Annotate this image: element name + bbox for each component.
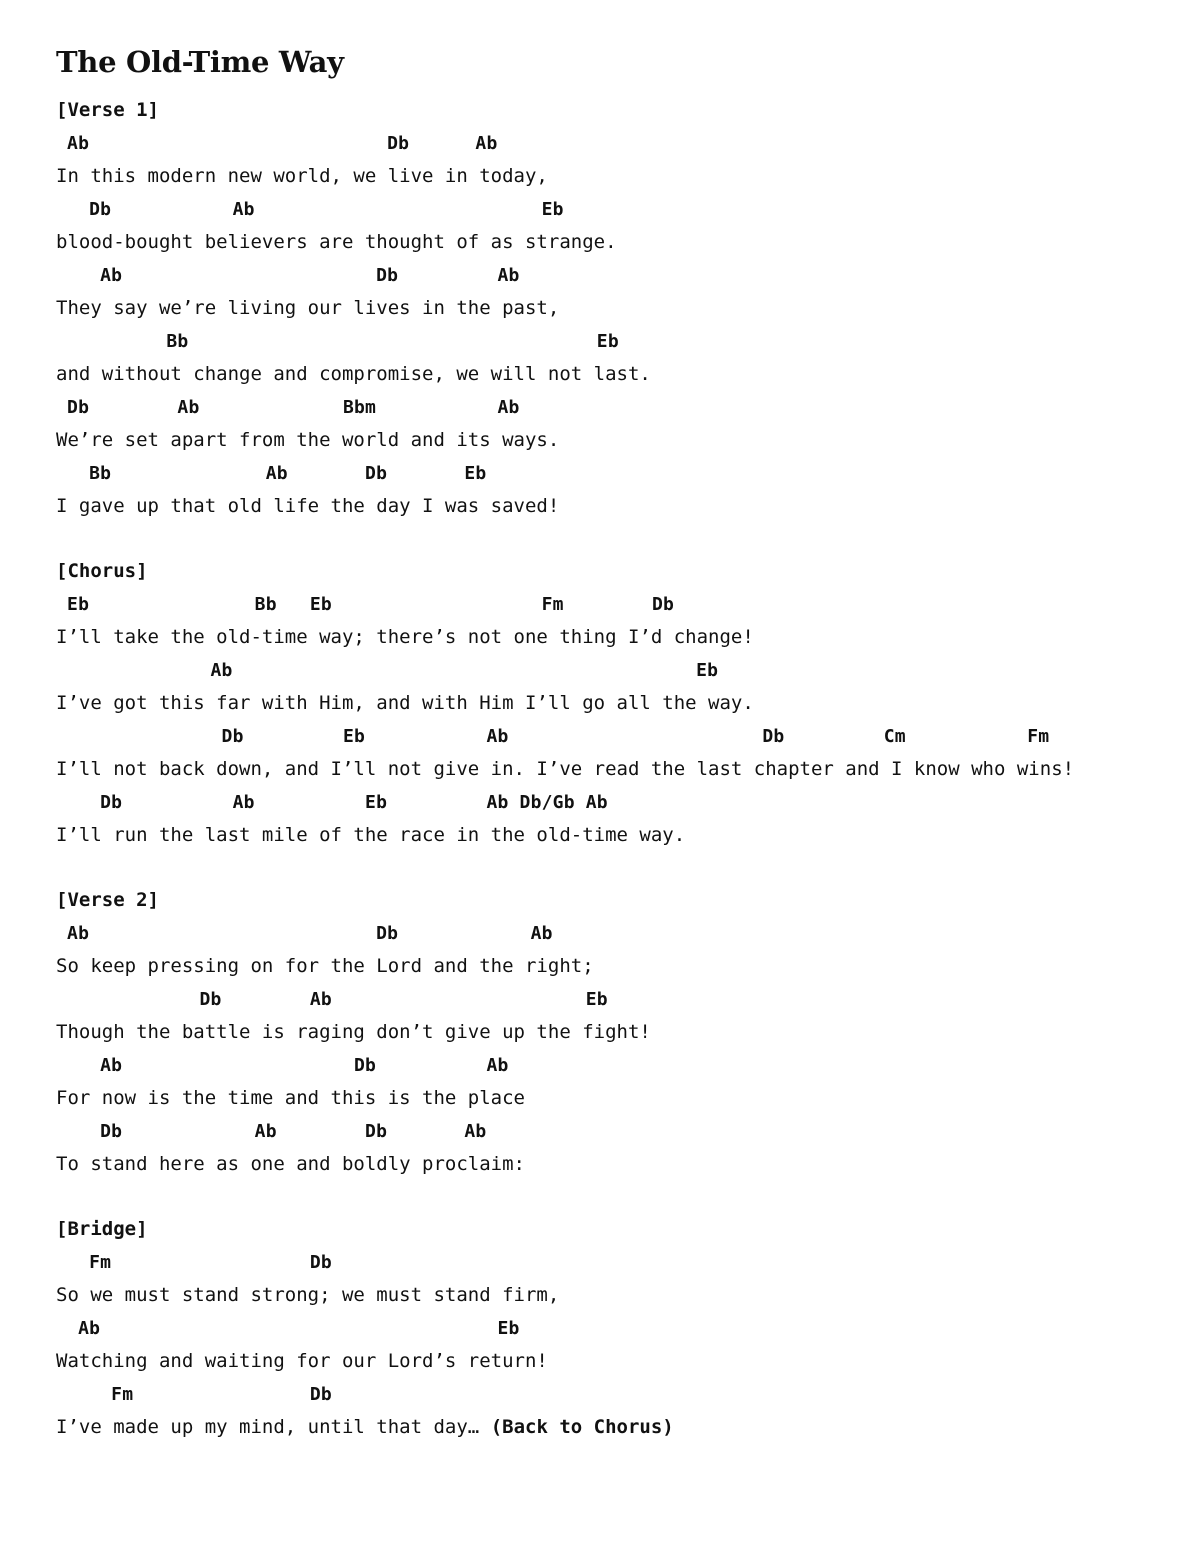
lyric-line: So we must stand strong; we must stand firm, (56, 1284, 560, 1306)
lyric-line: We’re set apart from the world and its ways. (56, 429, 560, 451)
lyric-line: I’ll run the last mile of the race in the old-time way. (56, 824, 686, 846)
back-to-chorus-cue: (Back to Chorus) (490, 1416, 674, 1438)
lyric-line: In this modern new world, we live in today, (56, 165, 548, 187)
chord-line: Db Eb Ab Db Cm Fm (56, 726, 1050, 747)
lyric-line: I’ll not back down, and I’ll not give in. I’ve read the last chapter and I know who wins! (56, 758, 1075, 780)
lyric-line: I gave up that old life the day I was saved! (56, 495, 560, 517)
song-title: The Old-Time Way (56, 45, 344, 79)
lyric-line: I’ll take the old-time way; there’s not one thing I’d change! (56, 626, 754, 648)
lyric-line: So keep pressing on for the Lord and the right; (56, 955, 594, 977)
section-label: [Chorus] (56, 560, 148, 582)
chord-line: Db Ab Eb (56, 199, 564, 220)
lyric-line: They say we’re living our lives in the past, (56, 297, 560, 319)
lyric-line (56, 1411, 1156, 1444)
chord-line: Ab Db Ab (56, 265, 520, 286)
chord-sheet (56, 40, 1156, 1476)
chord-line: Db Ab Bbm Ab (56, 397, 520, 418)
chord-line: Db Ab Eb (56, 989, 608, 1010)
lyric-line: For now is the time and this is the place (56, 1087, 525, 1109)
chord-line: Fm Db (56, 1252, 332, 1273)
section-label: [Verse 2] (56, 889, 159, 911)
chord-line: Ab Db Ab (56, 923, 553, 944)
section-chorus (56, 555, 1156, 852)
lyric-line: Though the battle is raging don’t give up the fight! (56, 1021, 651, 1043)
chord-line: Db Ab Db Ab (56, 1121, 487, 1142)
lyric-line: and without change and compromise, we will not last. (56, 363, 651, 385)
lyric-line: I’ve got this far with Him, and with Him I’ll go all the way. (56, 692, 754, 714)
section-bridge (56, 1213, 1156, 1444)
chord-line: Fm Db (56, 1384, 332, 1405)
chord-line: Ab Db Ab (56, 1055, 509, 1076)
chord-line: Ab Eb (56, 1318, 520, 1339)
lyric-line: blood-bought believers are thought of as strange. (56, 231, 617, 253)
chord-line: Ab Eb (56, 660, 719, 681)
section-verse-1 (56, 94, 1156, 523)
chord-line: Eb Bb Eb Fm Db (56, 594, 675, 615)
chord-line: Bb Eb (56, 331, 619, 352)
lyric-line: Watching and waiting for our Lord’s return! (56, 1350, 548, 1372)
lyric-text: I’ve made up my mind, until that day… (56, 1416, 491, 1438)
lyric-line: To stand here as one and boldly proclaim: (56, 1153, 525, 1175)
section-label: [Bridge] (56, 1218, 148, 1240)
chord-line: Db Ab Eb Ab Db/Gb Ab (56, 792, 608, 813)
chord-line: Ab Db Ab (56, 133, 498, 154)
section-label: [Verse 1] (56, 99, 159, 121)
section-verse-2 (56, 884, 1156, 1181)
chord-line: Bb Ab Db Eb (56, 463, 487, 484)
